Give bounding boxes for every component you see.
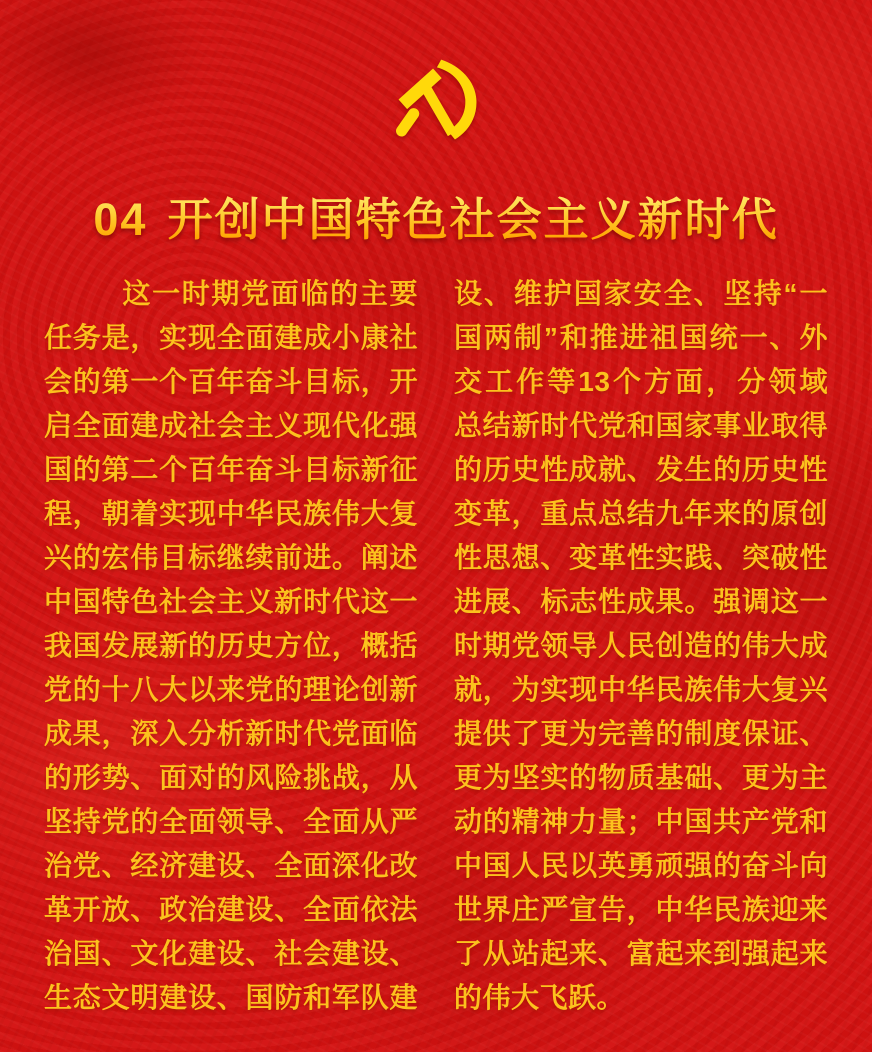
section-number: 04 bbox=[93, 194, 148, 245]
body-paragraph: 这一时期党面临的主要任务是，实现全面建成小康社会的第一个百年奋斗目标，开启全面建成社会主义现代化强国的第二个百年奋斗目标新征程，朝着实现中华民族伟大复兴的宏伟目标继续前进。阐述中国特色社会主义新时代这一我国发展新的历史方位，概括党的十八大以来党的理论创新成果，深入分析新时代党面临的形势、面对的风险挑战，从坚持党的全面领导、全面从严治党、经济建设、全面深化改革开放、政治建设、全面依法治国、文化建设、社会建设、生态文明建设、国防和军队建设、维护国家安全、坚持“一国两制”和推进祖国统一、外交工作等13个方面，分领域总结新时代党和国家事业取得的历史性成就、发生的历史性变革，重点总结九年来的原创性思想、变革性实践、突破性进展、标志性成果。强调这一时期党领导人民创造的伟大成就，为实现中华民族伟大复兴提供了更为完善的制度保证、更为坚实的物质基础、更为主动的精神力量；中国共产党和中国人民以英勇顽强的奋斗向世界庄严宣告，中华民族迎来了从站起来、富起来到强起来的伟大飞跃。 bbox=[44, 278, 828, 1013]
title-text: 开创中国特色社会主义新时代 bbox=[167, 194, 779, 245]
hammer-and-sickle-icon bbox=[393, 53, 479, 147]
party-emblem bbox=[393, 53, 479, 147]
page-title bbox=[0, 183, 872, 248]
